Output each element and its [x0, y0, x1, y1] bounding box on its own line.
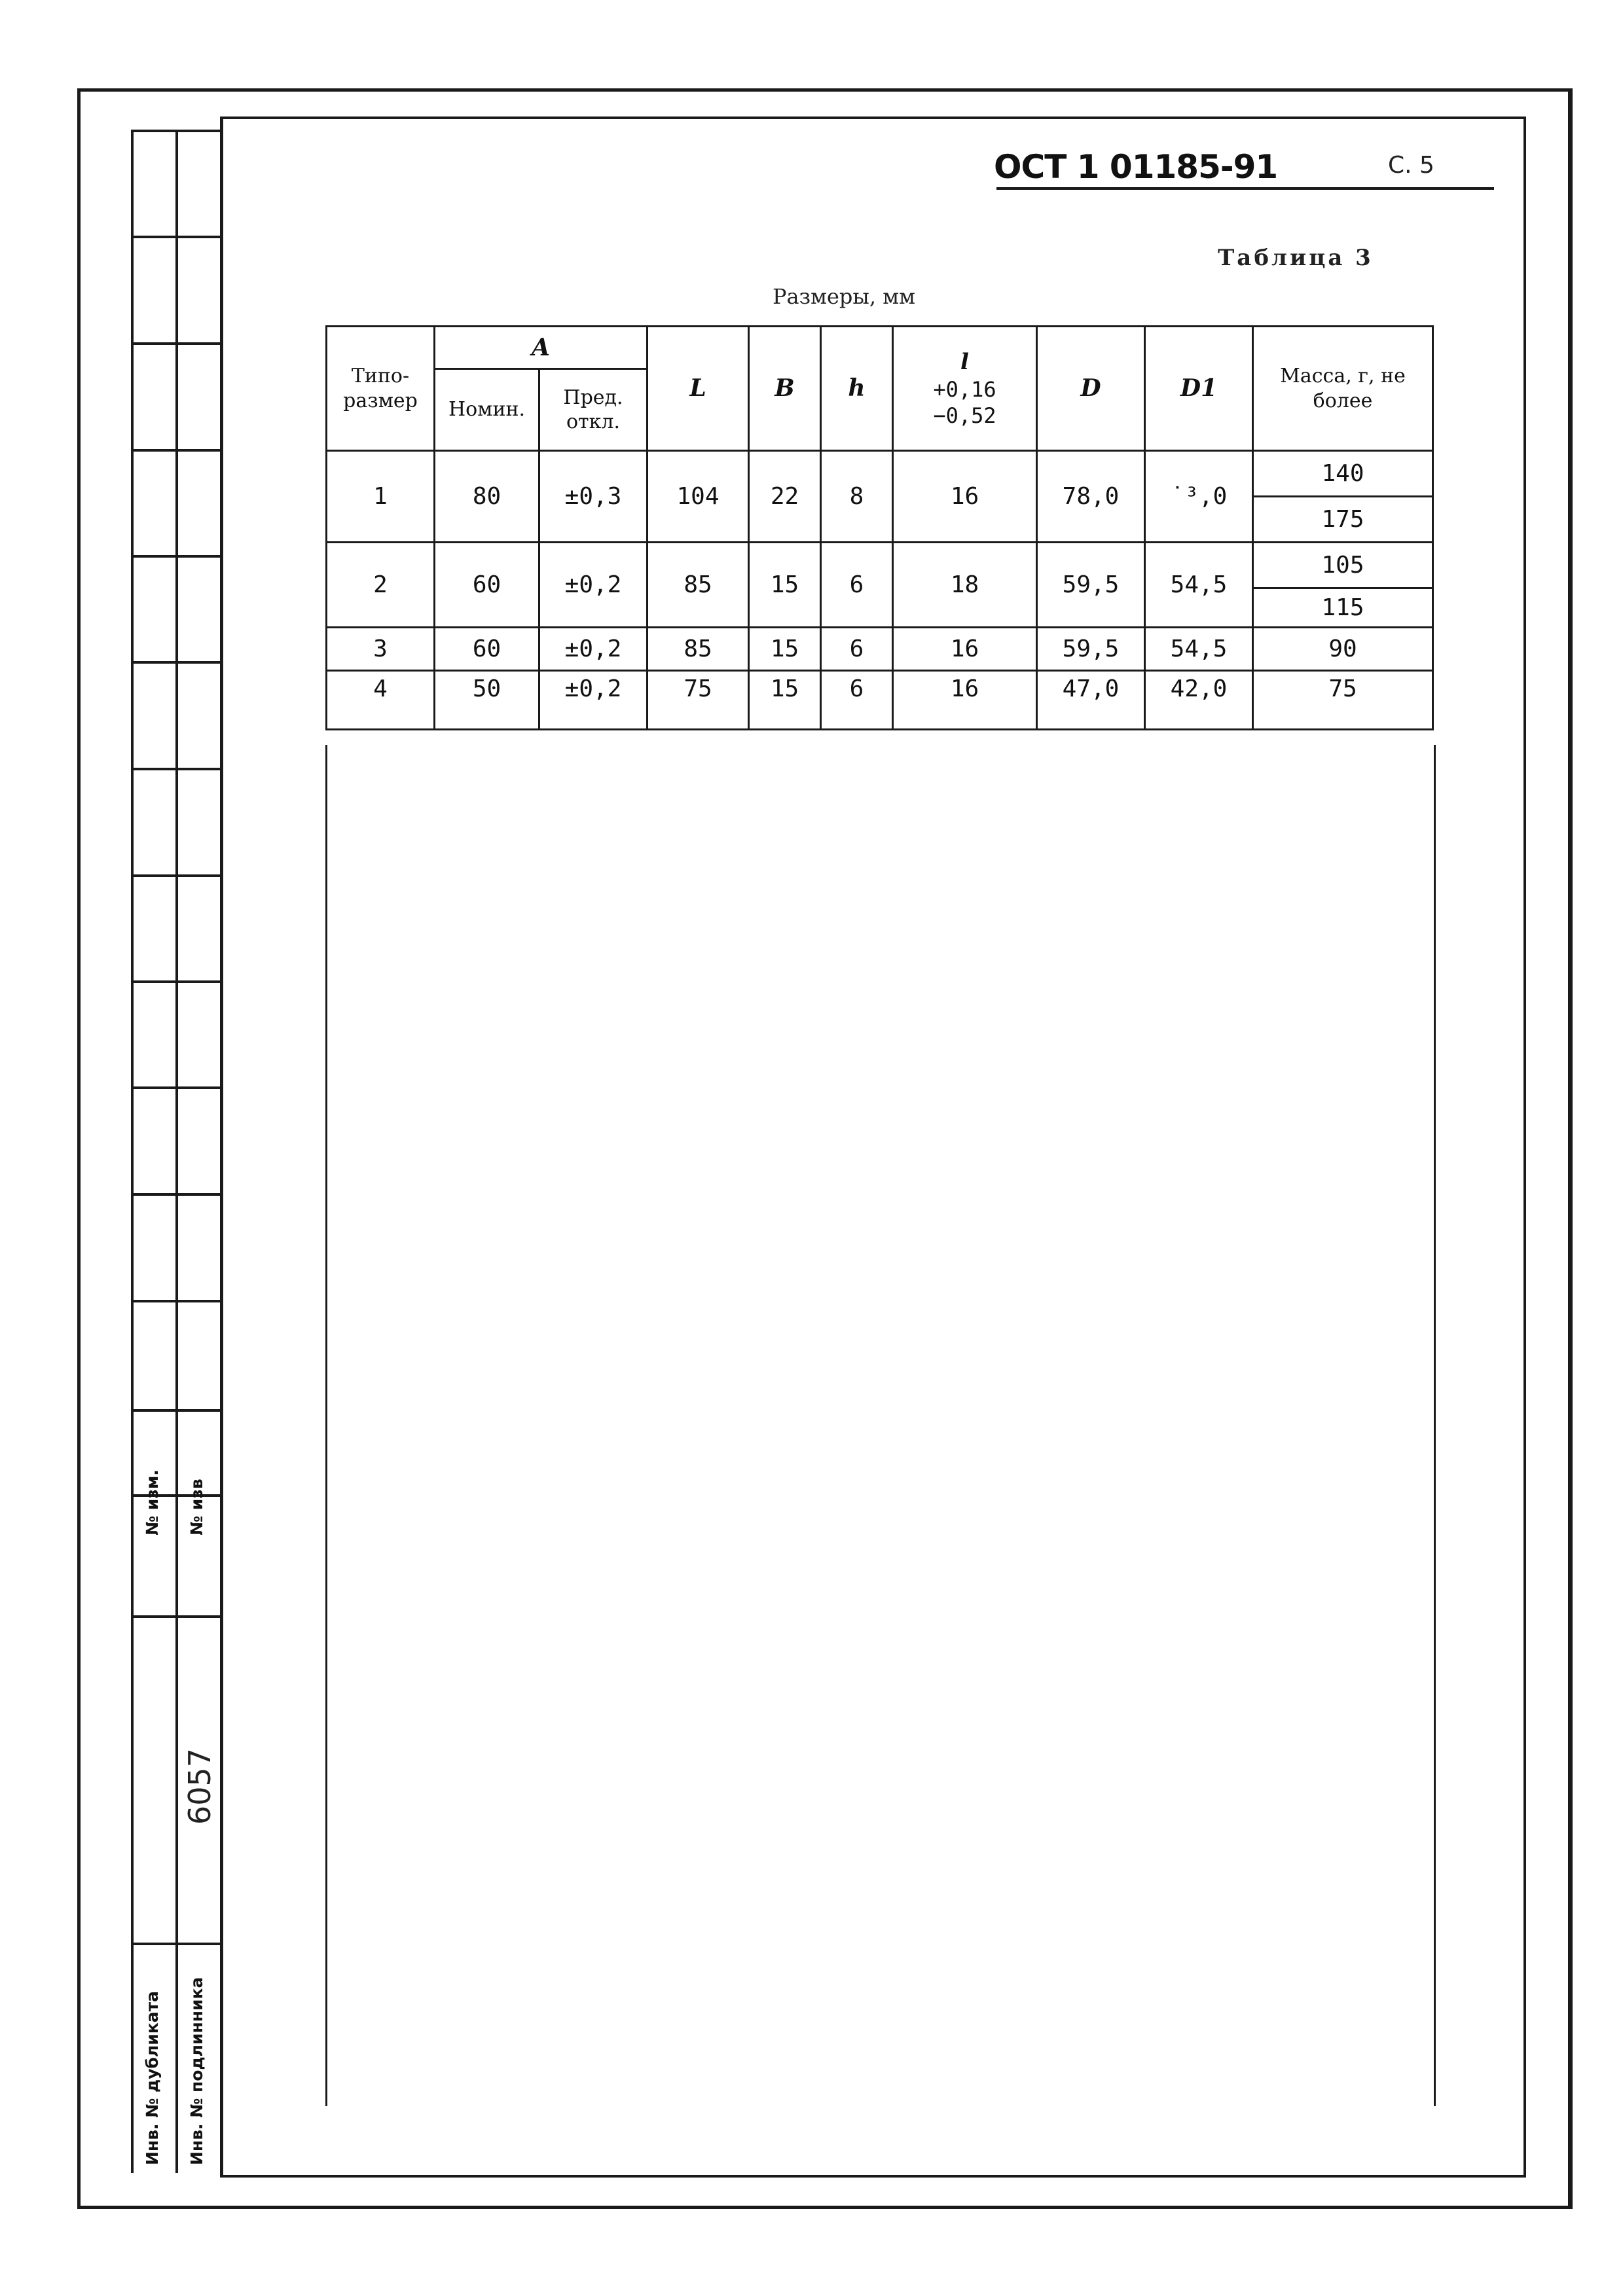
header-a-deviation: Пред. откл. [539, 369, 647, 451]
table-cell: 15 [749, 628, 821, 671]
table-cell: 47,0 [1037, 671, 1145, 730]
table-cell: 85 [647, 543, 749, 628]
table-cell: 85 [647, 628, 749, 671]
table-cell: 42,0 [1145, 671, 1253, 730]
header-d: D [1037, 327, 1145, 451]
header-l-symbol: l [960, 349, 969, 376]
table-cell: 16 [893, 671, 1037, 730]
table-cell: 15 [749, 671, 821, 730]
header-l-tolerance: +0,16 −0,52 [933, 376, 996, 428]
document-code: ОСТ 1 01185-91 [994, 148, 1278, 186]
table-cell: 75 [1253, 671, 1433, 730]
change-number-label: № изм. [143, 1469, 162, 1535]
table-cell: 16 [893, 628, 1037, 671]
table-cell: 90 [1253, 628, 1433, 671]
header-typesize: Типо-размер [327, 327, 435, 451]
table-cell: 54,5 [1145, 628, 1253, 671]
table-cell: 6 [821, 543, 893, 628]
table-cell: ±0,2 [539, 543, 647, 628]
header-a: A [435, 327, 647, 369]
table-cell: ˙³,0 [1145, 451, 1253, 543]
table-cell: ±0,3 [539, 451, 647, 543]
dimensions-table [325, 325, 1434, 730]
table-cell: 6 [821, 671, 893, 730]
table-cell: 3 [327, 628, 435, 671]
stamp-col-border [131, 130, 134, 2173]
header-mass: Масса, г, не более [1253, 327, 1433, 451]
table-cell: 4 [327, 671, 435, 730]
table-cell: 59,5 [1037, 543, 1145, 628]
table-cell: 105 [1253, 543, 1433, 588]
table-cell: 50 [435, 671, 539, 730]
header-h: h [821, 327, 893, 451]
left-stamp [131, 130, 221, 2173]
table-cell: 6 [821, 628, 893, 671]
table-cell: 18 [893, 543, 1037, 628]
table-cell: ±0,2 [539, 628, 647, 671]
table-cell: 22 [749, 451, 821, 543]
original-inventory-label: Инв. № подлинника [187, 1977, 206, 2165]
table-cell: 60 [435, 628, 539, 671]
table-label: Таблица 3 [1218, 245, 1374, 271]
header-l-lower [893, 327, 1037, 451]
table-cell: 75 [647, 671, 749, 730]
table-cell: 1 [327, 451, 435, 543]
header-a-nominal: Номин. [435, 369, 539, 451]
header-l-upper: L [647, 327, 749, 451]
duplicate-inventory-label: Инв. № дубликата [143, 1991, 162, 2165]
stamp-col-border [175, 130, 178, 2173]
table-cell: 8 [821, 451, 893, 543]
table-continuation [325, 745, 1436, 2106]
table-cell: 2 [327, 543, 435, 628]
page-number: С. 5 [1388, 152, 1434, 179]
table-cell: 15 [749, 543, 821, 628]
table-cell: 59,5 [1037, 628, 1145, 671]
table-cell: ±0,2 [539, 671, 647, 730]
table-cell: 115 [1253, 588, 1433, 628]
original-inventory-number: 6057 [182, 1748, 217, 1825]
table-cell: 80 [435, 451, 539, 543]
table-cell: 78,0 [1037, 451, 1145, 543]
table-cell: 140 [1253, 451, 1433, 497]
notice-number-label: № изв [187, 1479, 206, 1535]
table-units: Размеры, мм [773, 284, 915, 309]
table-cell: 16 [893, 451, 1037, 543]
table-cell: 54,5 [1145, 543, 1253, 628]
header-underline [996, 187, 1494, 190]
header-d1: D1 [1145, 327, 1253, 451]
table-cell: 60 [435, 543, 539, 628]
header-b: B [749, 327, 821, 451]
table-cell: 175 [1253, 497, 1433, 543]
table-cell: 104 [647, 451, 749, 543]
